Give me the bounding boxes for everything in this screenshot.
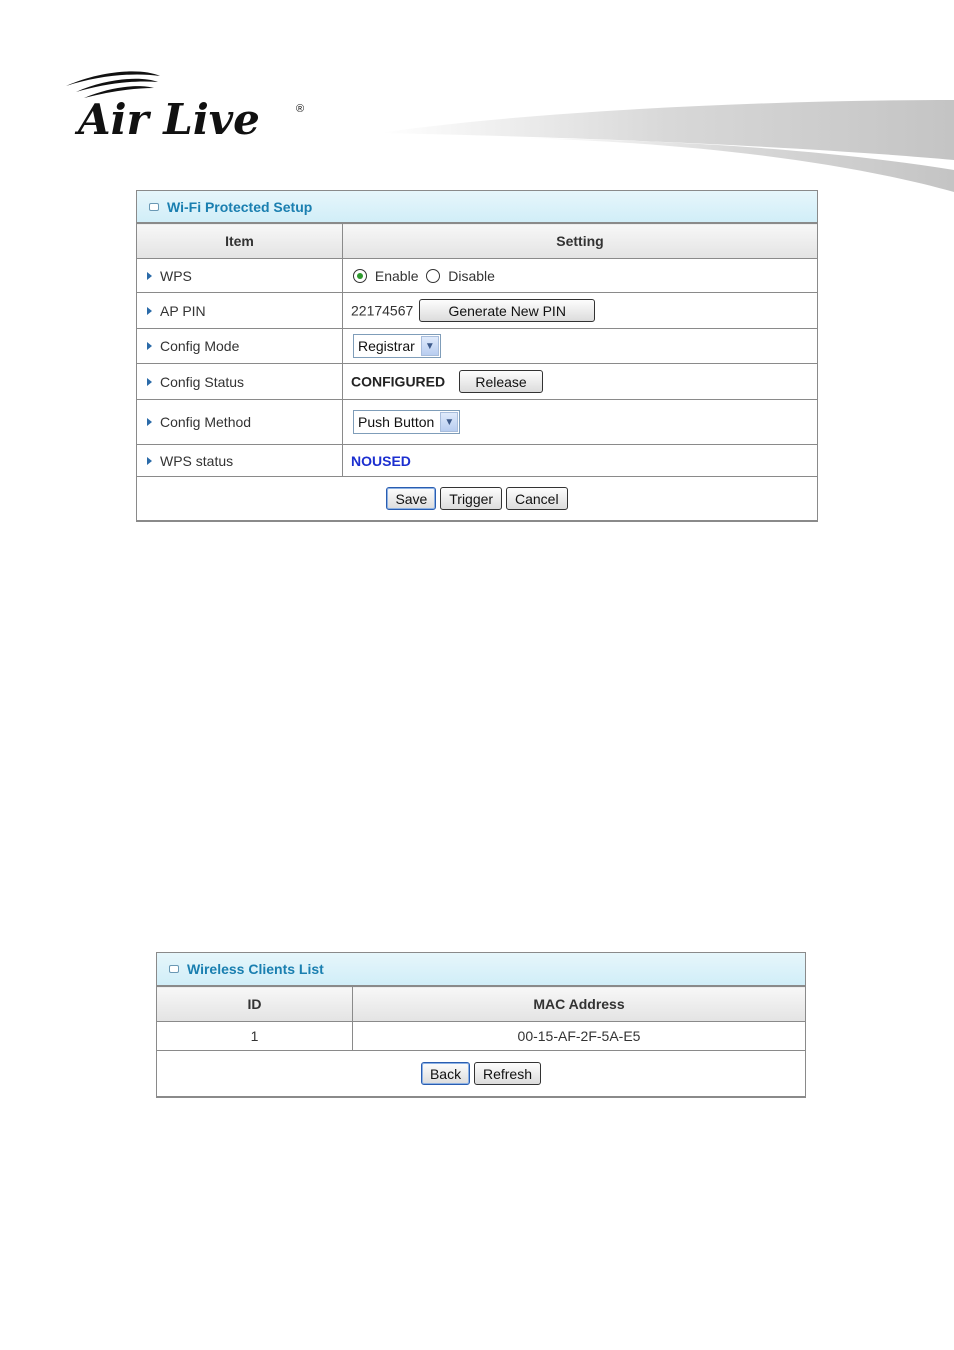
config-method-value: Push Button xyxy=(358,414,435,430)
config-status-value: CONFIGURED xyxy=(351,373,446,390)
bullet-arrow-icon xyxy=(147,457,152,465)
client-mac-cell: 00-15-AF-2F-5A-E5 xyxy=(353,1022,806,1051)
wps-enable-label[interactable]: Enable xyxy=(374,267,419,284)
wps-actions-row xyxy=(137,477,817,521)
id-column-header: ID xyxy=(157,987,353,1022)
bullet-arrow-icon xyxy=(147,378,152,386)
client-id-cell: 1 xyxy=(157,1022,353,1051)
wps-table xyxy=(137,223,817,521)
wps-status-setting xyxy=(343,445,818,477)
mac-column-header: MAC Address xyxy=(353,987,806,1022)
generate-new-pin-button[interactable]: Generate New PIN xyxy=(419,299,595,322)
clients-actions xyxy=(157,1051,805,1097)
page-header xyxy=(0,0,954,200)
wps-header-row xyxy=(137,224,817,259)
config-mode-row xyxy=(137,329,817,364)
wps-panel-title xyxy=(137,191,817,223)
chevron-down-icon[interactable]: ▼ xyxy=(440,412,458,432)
wps-enable-radio[interactable] xyxy=(353,269,367,283)
wps-status-value: NOUSED xyxy=(351,452,411,469)
config-method-label: Config Method xyxy=(137,400,343,445)
config-mode-select[interactable] xyxy=(353,334,441,358)
config-mode-setting xyxy=(343,329,818,364)
panel-bullet-icon xyxy=(149,203,159,211)
airlive-logo xyxy=(62,68,312,145)
cancel-button[interactable]: Cancel xyxy=(506,487,568,510)
wps-status-label: WPS status xyxy=(137,445,343,477)
wps-row xyxy=(137,259,817,293)
trigger-button[interactable]: Trigger xyxy=(440,487,502,510)
ap-pin-setting xyxy=(343,293,818,329)
ap-pin-row xyxy=(137,293,817,329)
config-status-label: Config Status xyxy=(137,364,343,400)
clients-header-row xyxy=(157,987,805,1022)
config-mode-value: Registrar xyxy=(358,338,415,354)
wps-setting xyxy=(343,259,818,293)
refresh-button[interactable]: Refresh xyxy=(474,1062,541,1085)
clients-actions-row xyxy=(157,1051,805,1097)
back-button[interactable]: Back xyxy=(421,1062,470,1085)
bullet-arrow-icon xyxy=(147,418,152,426)
config-method-setting xyxy=(343,400,818,445)
save-button[interactable]: Save xyxy=(386,487,436,510)
clients-panel-title xyxy=(157,953,805,986)
wps-label: WPS xyxy=(137,259,343,293)
release-button[interactable]: Release xyxy=(459,370,543,393)
bullet-arrow-icon xyxy=(147,342,152,350)
clients-table xyxy=(157,986,805,1097)
clients-title-text: Wireless Clients List xyxy=(187,961,324,977)
config-status-row xyxy=(137,364,817,400)
wps-disable-radio[interactable] xyxy=(426,269,440,283)
logo-text: Air Live xyxy=(78,95,260,140)
config-status-setting xyxy=(343,364,818,400)
config-mode-label: Config Mode xyxy=(137,329,343,364)
item-column-header: Item xyxy=(137,224,343,259)
wps-actions xyxy=(137,477,817,521)
registered-mark: ® xyxy=(296,103,305,115)
wps-panel xyxy=(136,190,818,522)
chevron-down-icon[interactable]: ▼ xyxy=(421,336,439,356)
clients-panel xyxy=(156,952,806,1098)
bullet-arrow-icon xyxy=(147,272,152,280)
ap-pin-label: AP PIN xyxy=(137,293,343,329)
wps-title-text: Wi-Fi Protected Setup xyxy=(167,198,313,215)
config-method-select[interactable] xyxy=(353,410,460,434)
config-method-row xyxy=(137,400,817,445)
panel-bullet-icon xyxy=(169,965,179,973)
wps-status-row xyxy=(137,445,817,477)
setting-column-header: Setting xyxy=(343,224,818,259)
ap-pin-value: 22174567 xyxy=(351,302,414,319)
wps-disable-label[interactable]: Disable xyxy=(448,267,495,284)
table-row xyxy=(157,1022,805,1051)
bullet-arrow-icon xyxy=(147,307,152,315)
